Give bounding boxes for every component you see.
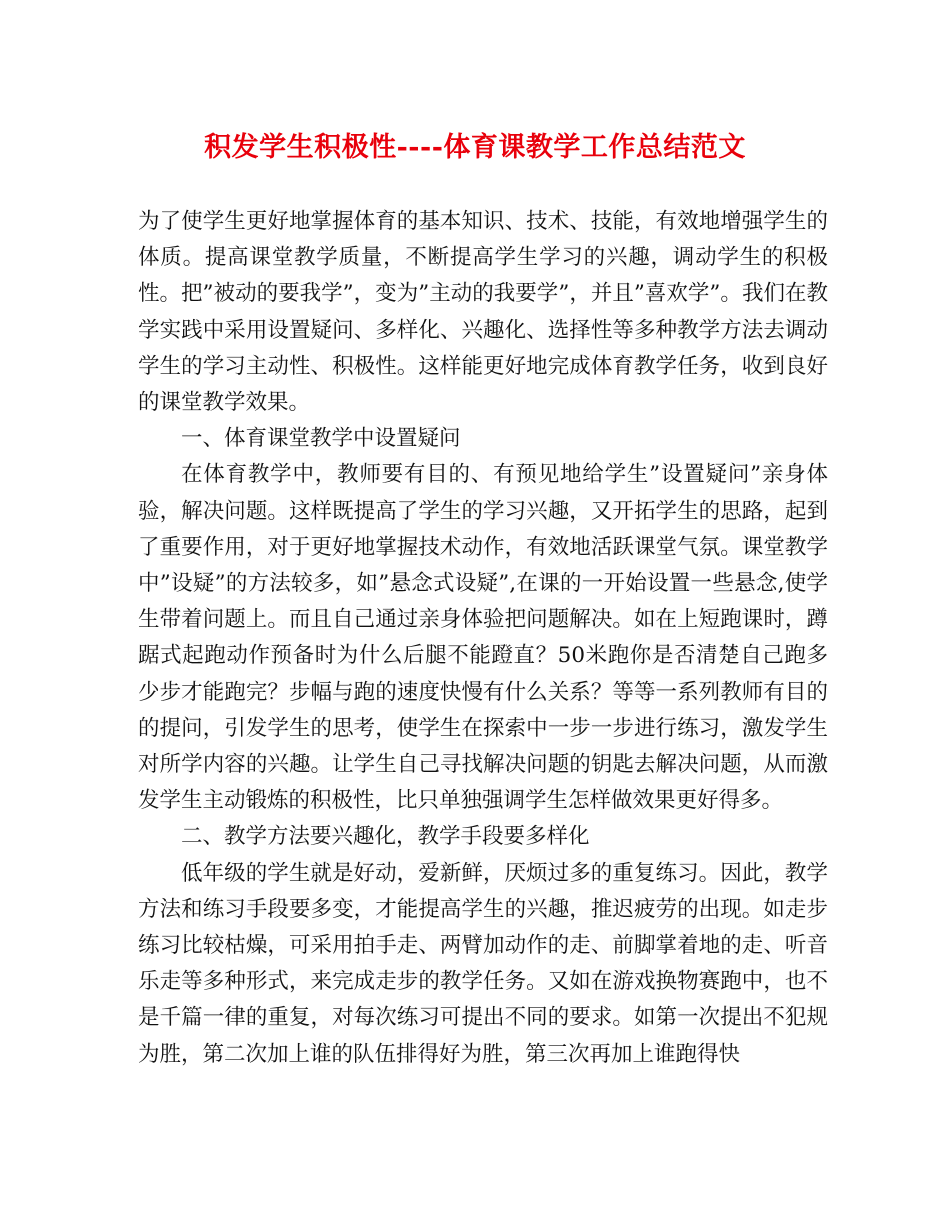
section-heading-1: 一、体育课堂教学中设置疑问 [181, 426, 461, 452]
document-title: 积发学生积极性----体育课教学工作总结范文 [204, 132, 746, 163]
paragraph-section-1: 在体育教学中，教师要有目的、有预见地给学生”设置疑问”亲身体验，解决问题。这样既提高了学生的学习兴趣，又开拓学生的思路，起到了重要作用，对于更好地掌握技术动作，有效地活跃课堂气氛。课堂教学中”设疑”的方法较多，如”悬念式设疑”,在课的一开始设置一些悬念,使学生带着问题上。而且自己通过亲身体验把问题解决。如在上短跑课时，蹲踞式起跑动作预备时为什么后腿不能蹬直？50米跑你是否清楚自己跑多少步才能跑完？步幅与跑的速度快慢有什么关系？等等一系列教师有目的的提问，引发学生的思考，使学生在探索中一步一步进行练习，激发学生对所学内容的兴趣。让学生自己寻找解决问题的钥匙去解决问题，从而激发学生主动锻炼的积极性，比只单独强调学生怎样做效果更好得多。 [138, 462, 828, 814]
section-heading-2: 二、教学方法要兴趣化，教学手段要多样化 [181, 824, 590, 850]
paragraph-section-2: 低年级的学生就是好动，爱新鲜，厌烦过多的重复练习。因此，教学方法和练习手段要多变，才能提高学生的兴趣，推迟疲劳的出现。如走步练习比较枯燥，可采用拍手走、两臂加动作的走、前脚掌着地的走、听音乐走等多种形式，来完成走步的教学任务。又如在游戏换物赛跑中，也不是千篇一律的重复，对每次练习可提出不同的要求。如第一次提出不犯规为胜，第二次加上谁的队伍排得好为胜，第三次再加上谁跑得快 [138, 860, 828, 1067]
paragraph-intro: 为了使学生更好地掌握体育的基本知识、技术、技能，有效地增强学生的体质。提高课堂教学质量，不断提高学生学习的兴趣，调动学生的积极性。把”被动的要我学”，变为”主动的我要学”，并且”喜欢学”。我们在教学实践中采用设置疑问、多样化、兴趣化、选择性等多种教学方法去调动学生的学习主动性、积极性。这样能更好地完成体育教学任务，收到良好的课堂教学效果。 [138, 209, 828, 416]
document-body [138, 204, 828, 1073]
